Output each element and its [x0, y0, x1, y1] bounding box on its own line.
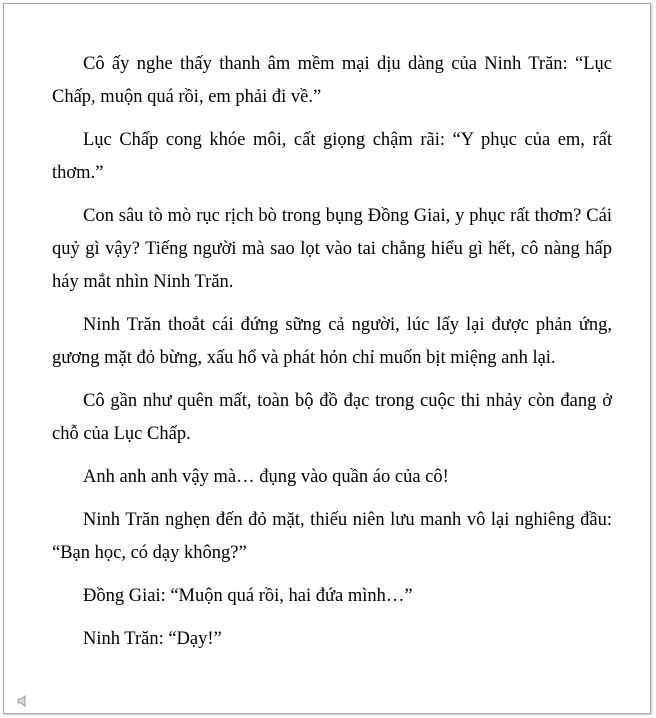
paragraph: Ninh Trăn thoắt cái đứng sững cả người, lúc lấy lại được phản ứng, gương mặt đỏ bừng, xấu hổ và phát hỏn chỉ muốn bịt miệng anh lại. [52, 315, 612, 368]
paragraph: Ninh Trăn nghẹn đến đỏ mặt, thiếu niên lưu manh vô lại nghiêng đầu: “Bạn học, có dạy không?” [52, 510, 612, 563]
document-body [52, 48, 612, 666]
paragraph: Anh anh anh vậy mà… đụng vào quần áo của cô! [83, 467, 449, 487]
paragraph: Đồng Giai: “Muộn quá rồi, hai đứa mình…” [83, 586, 413, 606]
paragraph: Con sâu tò mò rục rịch bò trong bụng Đồng Giai, y phục rất thơm? Cái quỷ gì vậy? Tiếng người mà sao lọt vào tai chẳng hiểu gì hết, cô nàng hấp háy mắt nhìn Ninh Trăn. [52, 206, 612, 292]
paragraph: Cô ấy nghe thấy thanh âm mềm mại dịu dàng của Ninh Trăn: “Lục Chấp, muộn quá rồi, em phải đi về.” [52, 54, 612, 107]
paragraph: Ninh Trăn: “Dạy!” [83, 629, 222, 649]
paragraph: Cô gần như quên mất, toàn bộ đồ đạc trong cuộc thi nhảy còn đang ở chỗ của Lục Chấp. [52, 391, 612, 444]
speaker-arrow-icon[interactable] [16, 694, 30, 708]
paragraph: Lục Chấp cong khóe môi, cất giọng chậm rãi: “Y phục của em, rất thơm.” [52, 130, 612, 183]
document-page [3, 3, 651, 714]
